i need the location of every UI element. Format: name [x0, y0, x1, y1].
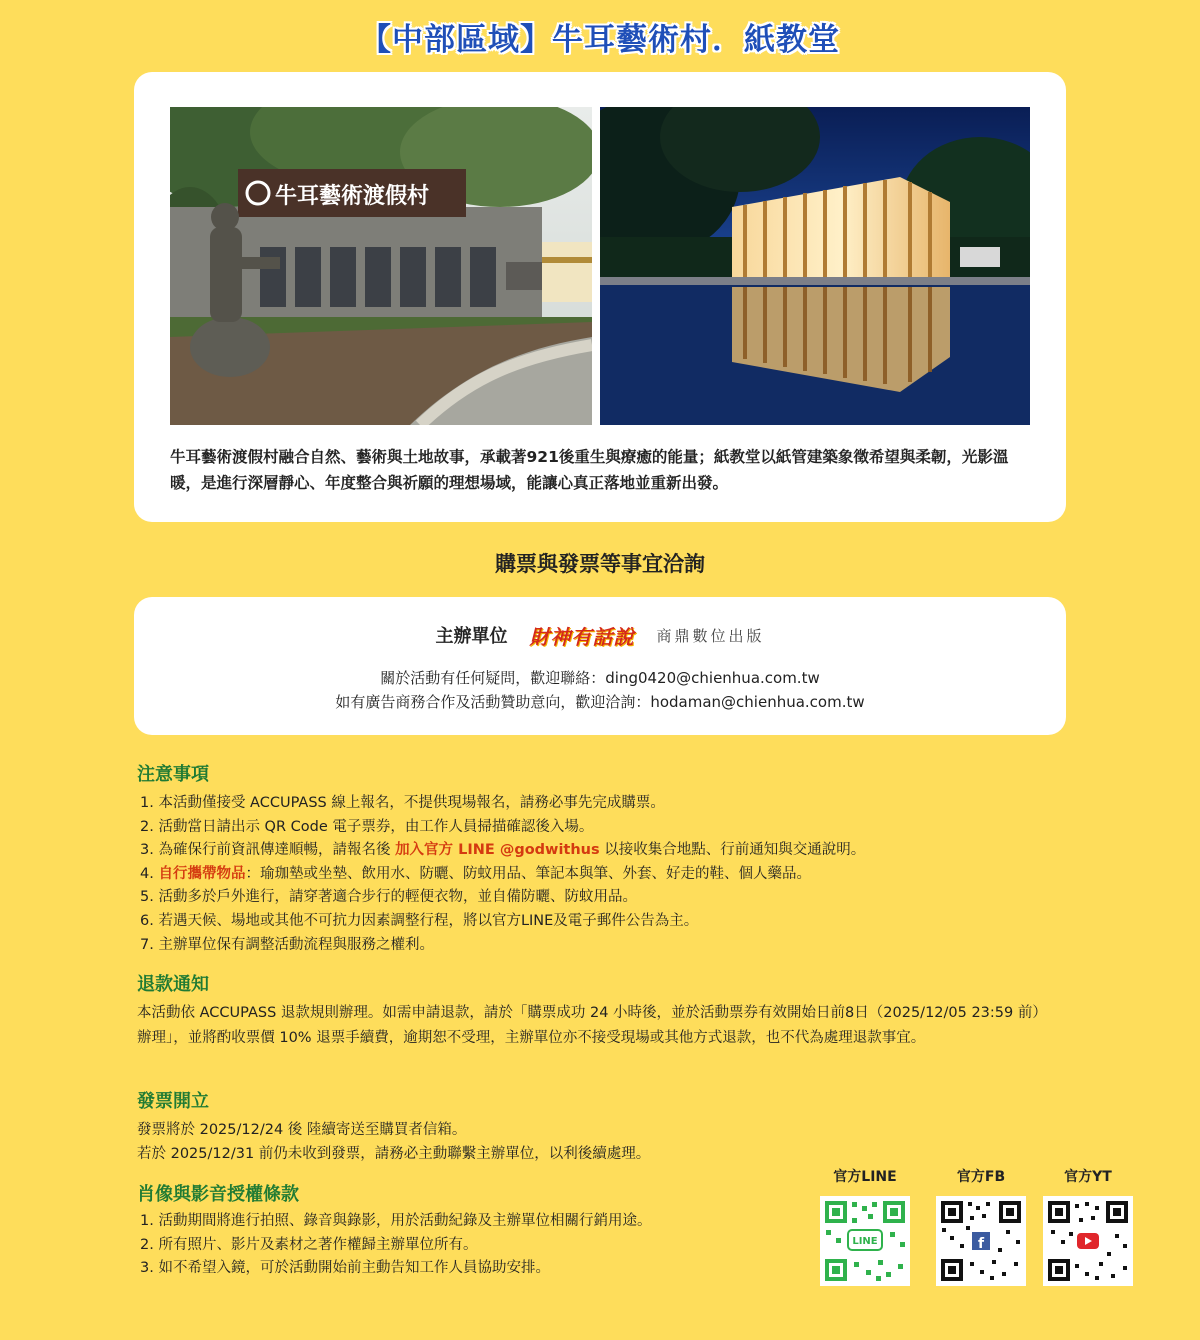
invoice-line-2: 若於 2025/12/31 前仍未收到發票，請務必主動聯繫主辦單位，以利後續處理。	[137, 1146, 651, 1162]
business-email-line: 如有廣告商務合作及活動贊助意向，歡迎洽詢：hodaman@chienhua.com.tw	[335, 693, 865, 711]
invoice-line-1: 發票將於 2025/12/24 後 陸續寄送至購買者信箱。	[137, 1122, 467, 1138]
list-item: 1. 本活動僅接受 ACCUPASS 線上報名，不提供現場報名，請務必事先完成購票。	[140, 795, 665, 811]
organizer-label: 主辦單位	[435, 626, 508, 647]
organizer-row	[134, 617, 1066, 653]
notice-list	[140, 792, 1060, 957]
list-item: 4. 自行攜帶物品：瑜珈墊或坐墊、飲用水、防曬、防蚊用品、筆記本與筆、外套、好走的鞋、個人藥品。	[140, 865, 811, 882]
village-sign-text: 牛耳藝術渡假村	[274, 184, 430, 209]
contact-email-line: 關於活動有任何疑問，歡迎聯絡：ding0420@chienhua.com.tw	[380, 669, 820, 687]
svg-text:f: f	[977, 1236, 985, 1252]
list-item: 3. 如不希望入鏡，可於活動開始前主動告知工作人員協助安排。	[140, 1260, 550, 1277]
notice-title: 注意事項	[137, 764, 209, 785]
fb-qr-code[interactable]	[936, 1196, 1026, 1286]
yt-qr-code[interactable]	[1043, 1196, 1133, 1286]
inquiry-heading: 購票與發票等事宜洽詢	[495, 552, 705, 576]
line-badge: LINE	[852, 1236, 878, 1247]
bring-items-label: 自行攜帶物品	[158, 865, 246, 882]
portrait-list	[140, 1210, 780, 1281]
intro-description: 牛耳藝術渡假村融合自然、藝術與土地故事，承載著921後重生與療癒的能量；紙教堂以紙管建築象徵希望與柔韌，光影溫暖，是進行深層靜心、年度整合與祈願的理想場域，能讓心真正落地並重新出發。	[170, 448, 1009, 492]
portrait-title: 肖像與影音授權條款	[137, 1184, 299, 1205]
refund-text: 本活動依 ACCUPASS 退款規則辦理。如需申請退款，請於「購票成功 24 小時後，並於活動票券有效開始日前8日（2025/12/05 23:59 前）辦理」，並將酌收票價 10% 退票手續費，逾期恕不受理，主辦單位亦不接受現場或其他方式退款，也不代為處理退款事宜。	[137, 1005, 1047, 1046]
list-item: 7. 主辦單位保有調整活動流程與服務之權利。	[140, 936, 434, 953]
invoice-title: 發票開立	[137, 1091, 209, 1112]
qr-line-label: 官方LINE	[833, 1169, 897, 1185]
caishen-logo: 財神有話說	[529, 624, 635, 649]
paper-church-photo	[600, 107, 1030, 425]
page-title: 【中部區域】牛耳藝術村．紙教堂	[360, 22, 840, 58]
shangding-logo: 商鼎數位出版	[656, 626, 765, 645]
niuer-village-photo	[170, 107, 592, 425]
qr-yt-label: 官方YT	[1064, 1169, 1112, 1185]
qr-fb-label: 官方FB	[956, 1169, 1006, 1185]
contact-card	[134, 597, 1066, 735]
intro-card	[134, 72, 1066, 522]
join-line-link[interactable]: 加入官方 LINE @godwithus	[395, 842, 600, 859]
list-item: 3. 為確保行前資訊傳達順暢，請報名後 加入官方 LINE @godwithus 以接收集合地點、行前通知與交通說明。	[140, 842, 866, 859]
refund-title: 退款通知	[137, 974, 209, 995]
list-item: 2. 所有照片、影片及素材之著作權歸主辦單位所有。	[140, 1236, 478, 1253]
list-item: 2. 活動當日請出示 QR Code 電子票券，由工作人員掃描確認後入場。	[140, 818, 594, 835]
list-item: 1. 活動期間將進行拍照、錄音與錄影，用於活動紀錄及主辦單位相關行銷用途。	[140, 1213, 652, 1229]
list-item: 5. 活動多於戶外進行，請穿著適合步行的輕便衣物，並自備防曬、防蚊用品。	[140, 889, 637, 906]
list-item: 6. 若遇天候、場地或其他不可抗力因素調整行程，將以官方LINE及電子郵件公告為主。	[140, 912, 699, 929]
line-qr-code[interactable]	[820, 1196, 910, 1286]
